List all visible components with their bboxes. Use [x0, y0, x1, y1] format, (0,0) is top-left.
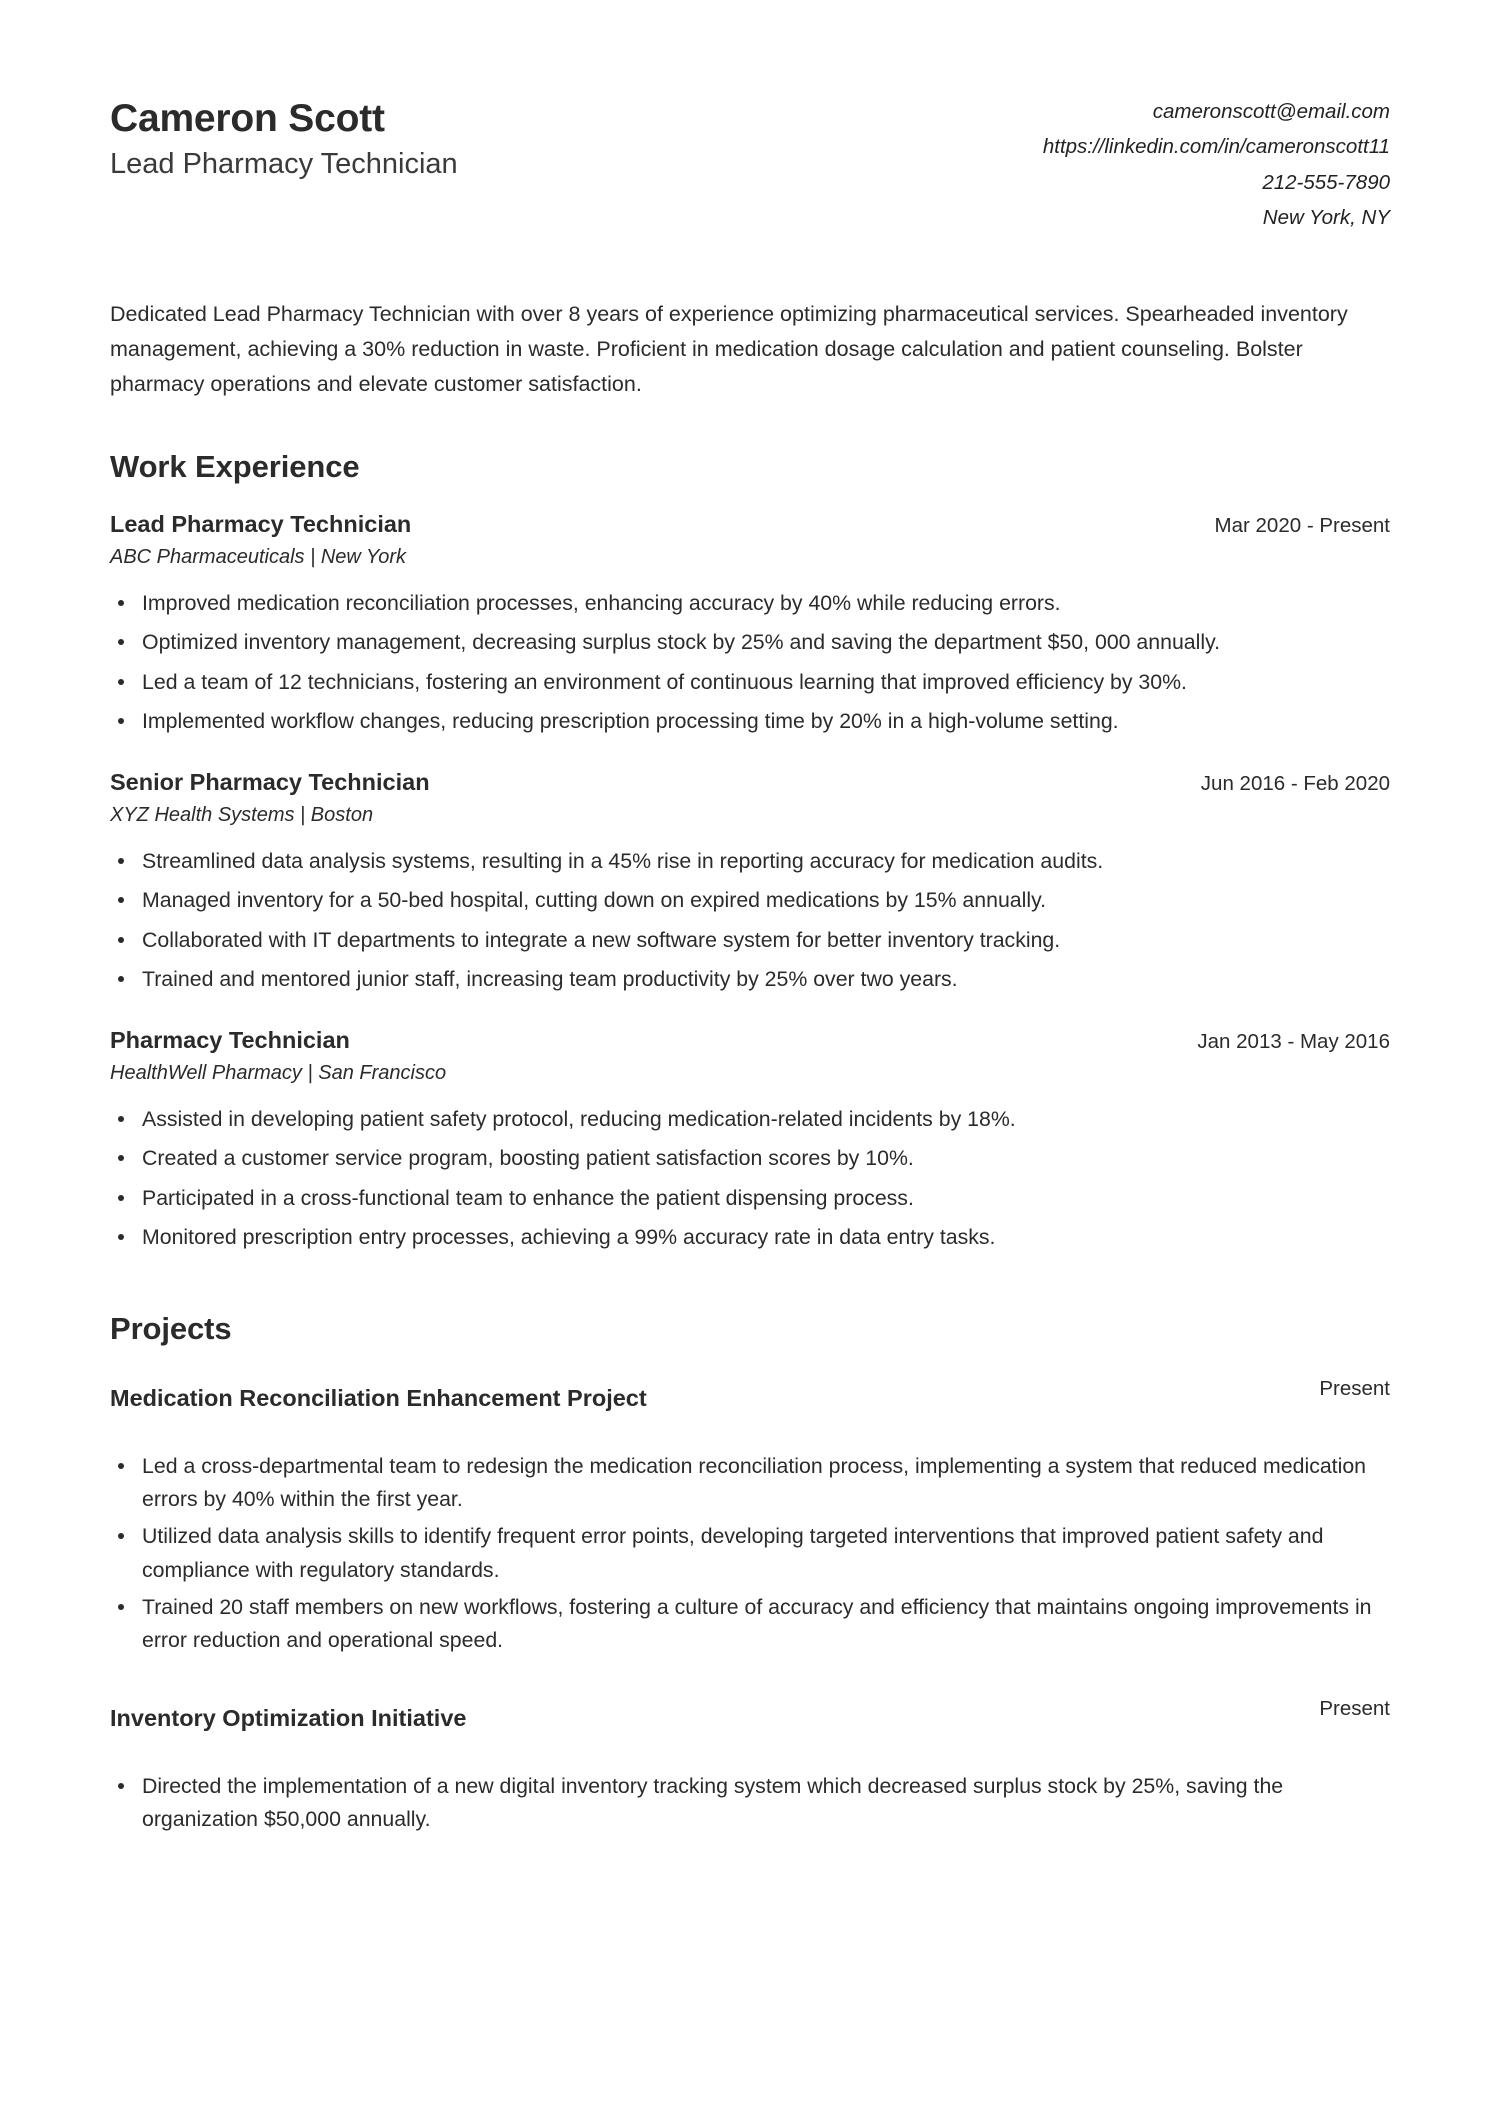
list-item: Led a cross-departmental team to redesign the medication reconciliation process, implementing a system that reduced medication errors by 40% within the first year.	[110, 1450, 1390, 1516]
work-entry-header	[110, 509, 1390, 540]
list-item: Improved medication reconciliation processes, enhancing accuracy by 40% while reducing errors.	[110, 587, 1390, 619]
project-entry-bullets	[110, 1450, 1390, 1657]
list-item: Monitored prescription entry processes, achieving a 99% accuracy rate in data entry tasks.	[110, 1221, 1390, 1253]
project-entry-name: Medication Reconciliation Enhancement Project	[110, 1385, 647, 1412]
work-entry-role: Pharmacy Technician	[110, 1027, 350, 1054]
contact-email[interactable]: cameronscott@email.com	[1152, 100, 1390, 123]
section-title-projects: Projects	[110, 1311, 232, 1347]
list-item: Collaborated with IT departments to integrate a new software system for better inventory tracking.	[110, 924, 1390, 956]
list-item: Led a team of 12 technicians, fostering an environment of continuous learning that improved efficiency by 30%.	[110, 666, 1390, 698]
section-projects	[110, 1311, 1390, 1836]
work-entry-organization: ABC Pharmaceuticals | New York	[110, 546, 407, 569]
work-entry-bullets	[110, 845, 1390, 995]
work-entry-organization: HealthWell Pharmacy | San Francisco	[110, 1062, 447, 1084]
contact-info	[1043, 88, 1390, 235]
page-title: Cameron Scott	[110, 97, 385, 140]
project-entry-bullets	[110, 1770, 1390, 1836]
list-item: Implemented workflow changes, reducing prescription processing time by 20% in a high-volume setting.	[110, 705, 1390, 737]
list-item: Directed the implementation of a new digital inventory tracking system which decreased surplus stock by 25%, saving the organization $50,000 annually.	[110, 1770, 1390, 1836]
work-entry-header	[110, 1025, 1390, 1056]
contact-linkedin[interactable]: https://linkedin.com/in/cameronscott11	[1042, 135, 1390, 159]
project-entry	[110, 1377, 1390, 1657]
header-job-title: Lead Pharmacy Technician	[110, 148, 458, 181]
professional-summary: Dedicated Lead Pharmacy Technician with over 8 years of experience optimizing pharmaceutical services. Spearheaded inventory management, achieving a 30% reduction in waste. Proficient in medication dosage calculation and patient counseling. Bolster pharmacy operations and elevate customer satisfaction.	[110, 302, 1348, 396]
section-work-experience	[110, 449, 1390, 1253]
work-entry-bullets	[110, 587, 1390, 737]
header-identity	[110, 88, 458, 182]
work-entry	[110, 1025, 1390, 1253]
list-item: Optimized inventory management, decreasing surplus stock by 25% and saving the department $50, 000 annually.	[110, 626, 1390, 658]
project-entry-header	[110, 1697, 1390, 1734]
contact-location: New York, NY	[1262, 205, 1390, 229]
work-entry-role: Lead Pharmacy Technician	[110, 511, 412, 538]
work-entry-date: Jan 2013 - May 2016	[1197, 1030, 1390, 1054]
resume-header	[110, 88, 1390, 235]
project-entry-header	[110, 1377, 1390, 1414]
work-entry-role: Senior Pharmacy Technician	[110, 769, 430, 796]
list-item: Assisted in developing patient safety protocol, reducing medication-related incidents by 18%.	[110, 1103, 1390, 1135]
project-entry-date: Present	[1319, 1697, 1390, 1721]
section-title-work-experience: Work Experience	[110, 449, 360, 485]
work-entry-date: Mar 2020 - Present	[1214, 514, 1390, 538]
contact-phone[interactable]: 212-555-7890	[1262, 170, 1390, 194]
list-item: Participated in a cross-functional team to enhance the patient dispensing process.	[110, 1182, 1390, 1214]
list-item: Streamlined data analysis systems, resulting in a 45% rise in reporting accuracy for medication audits.	[110, 845, 1390, 877]
list-item: Created a customer service program, boosting patient satisfaction scores by 10%.	[110, 1142, 1390, 1174]
work-entry	[110, 767, 1390, 995]
work-entry-bullets	[110, 1103, 1390, 1253]
list-item: Utilized data analysis skills to identify frequent error points, developing targeted interventions that improved patient safety and compliance with regulatory standards.	[110, 1520, 1390, 1586]
list-item: Trained 20 staff members on new workflows, fostering a culture of accuracy and efficiency that maintains ongoing improvements in error reduction and operational speed.	[110, 1591, 1390, 1657]
list-item: Managed inventory for a 50-bed hospital, cutting down on expired medications by 15% annually.	[110, 884, 1390, 916]
work-entry-header	[110, 767, 1390, 798]
list-item: Trained and mentored junior staff, increasing team productivity by 25% over two years.	[110, 963, 1390, 995]
work-entry-organization: XYZ Health Systems | Boston	[110, 804, 374, 827]
project-entry	[110, 1697, 1390, 1836]
project-entry-date: Present	[1319, 1377, 1390, 1401]
project-entry-name: Inventory Optimization Initiative	[110, 1705, 467, 1732]
work-entry-date: Jun 2016 - Feb 2020	[1200, 772, 1390, 796]
work-entry	[110, 509, 1390, 737]
